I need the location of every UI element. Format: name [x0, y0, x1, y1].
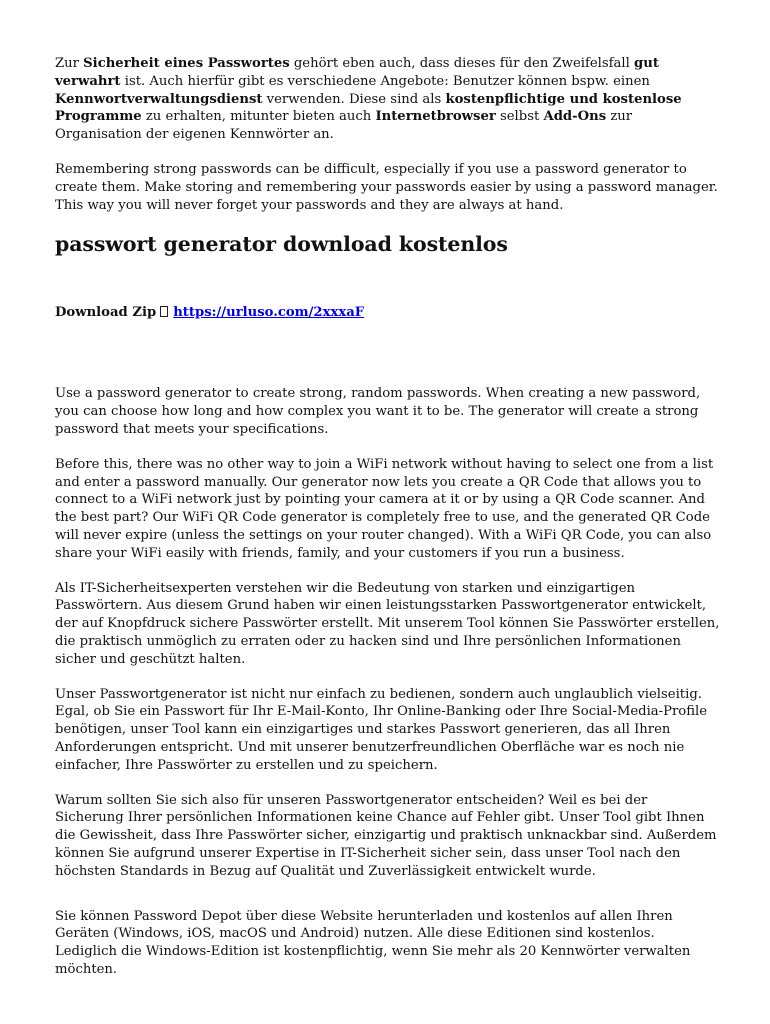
intro-text: zur Organisation der eigenen Kennwörter an.: [55, 109, 633, 143]
intro-bold-text: Add-Ons: [543, 109, 607, 125]
intro-text: gehört eben auch, dass dieses für den Zweifelsfall: [289, 56, 635, 71]
english-intro-paragraph: Remembering strong passwords can be difficult, especially if you use a password generator to create them. Make storing and remembering your passwords easier by using a password manager. This way you will never forget your passwords and they are always at hand.: [55, 161, 718, 213]
body-paragraph: Use a password generator to create strong, random passwords. When creating a new password, you can choose how long and how complex you want it to be. The generator will create a strong password that meets your specifications.: [55, 386, 701, 437]
intro-text: selbst: [495, 109, 544, 125]
body-paragraph: Warum sollten Sie sich also für unseren Passwortgenerator entscheiden? Weil es bei der Sicherung Ihrer persönlichen Informationen keine Chance auf Fehler gibt. Unser Tool gibt Ihnen die Gewissheit, dass Ihre Passwörter sicher, einzigartig und praktisch unknackbar sind. Außerdem können Sie aufgrund unserer Expertise in IT-Sicherheit sicher sein, dass unser Tool nach den höchsten Standards in Bezug auf Qualität und Zuverlässigkeit entwickelt wurde.: [55, 792, 717, 879]
download-line: [55, 304, 720, 322]
missing-glyph-icon: [160, 306, 168, 317]
intro-text: verwenden. Diese sind als: [262, 91, 446, 107]
intro-paragraph: [55, 55, 720, 144]
body-paragraph: Unser Passwortgenerator ist nicht nur einfach zu bedienen, sondern auch unglaublich vielseitig. Egal, ob Sie ein Passwort für Ihr E-Mail-Konto, Ihr Online-Banking oder Ihre Social-Media-Profile benötigen, unser Tool kann ein einzigartiges und starkes Passwort generieren, das all Ihren Anforderungen entspricht. Und mit unserer benutzerfreundlichen Oberfläche war es noch nie einfacher, Ihre Passwörter zu erstellen und zu speichern.: [55, 686, 708, 773]
intro-bold-text: Internetbrowser: [375, 109, 496, 125]
body-paragraph: Als IT-Sicherheitsexperten verstehen wir die Bedeutung von starken und einzigartigen Passwörtern. Aus diesem Grund haben wir einen leistungsstarken Passwortgenerator entwickelt, der auf Knopfdruck sichere Passwörter erstellt. Mit unserem Tool können Sie Passwörter erstellen, die praktisch unmöglich zu erraten oder zu hacken sind und Ihre persönlichen Informationen sicher und geschützt halten.: [55, 580, 720, 667]
intro-bold-text: Kennwortverwaltungsdienst: [55, 91, 263, 107]
intro-text: zu erhalten, mitunter bieten auch: [141, 109, 376, 125]
page-heading: passwort generator download kostenlos: [55, 232, 508, 257]
intro-bold-text: Sicherheit eines Passwortes: [83, 56, 290, 71]
download-label: Download Zip: [55, 305, 157, 321]
download-link[interactable]: https://urluso.com/2xxxaF: [173, 305, 365, 321]
body-paragraph: Before this, there was no other way to join a WiFi network without having to select one from a list and enter a password manually. Our generator now lets you create a QR Code that allows you to connect to a WiFi network just by pointing your camera at it or by using a QR Code scanner. And the best part? Our WiFi QR Code generator is completely free to use, and the generated QR Code will never expire (unless the settings on your router changed). With a WiFi QR Code, you can also share your WiFi easily with friends, family, and your customers if you run a business.: [55, 456, 714, 561]
document-page: [55, 55, 720, 996]
intro-text: ist. Auch hierfür gibt es verschiedene Angebote: Benutzer können bspw. einen: [120, 73, 650, 89]
intro-text: Zur: [55, 56, 84, 71]
body-paragraph: Sie können Password Depot über diese Website herunterladen und kostenlos auf allen Ihren Geräten (Windows, iOS, macOS und Android) nutzen. Alle diese Editionen sind kostenlos. Lediglich die Windows-Edition ist kostenpflichtig, wenn Sie mehr als 20 Kennwörter verwalten möchten.: [55, 908, 691, 977]
intro-bold-text: kostenpflichtige und kostenlose Programme: [55, 91, 682, 125]
body-section: [55, 385, 720, 978]
intro-bold-text: gut verwahrt: [55, 56, 659, 89]
